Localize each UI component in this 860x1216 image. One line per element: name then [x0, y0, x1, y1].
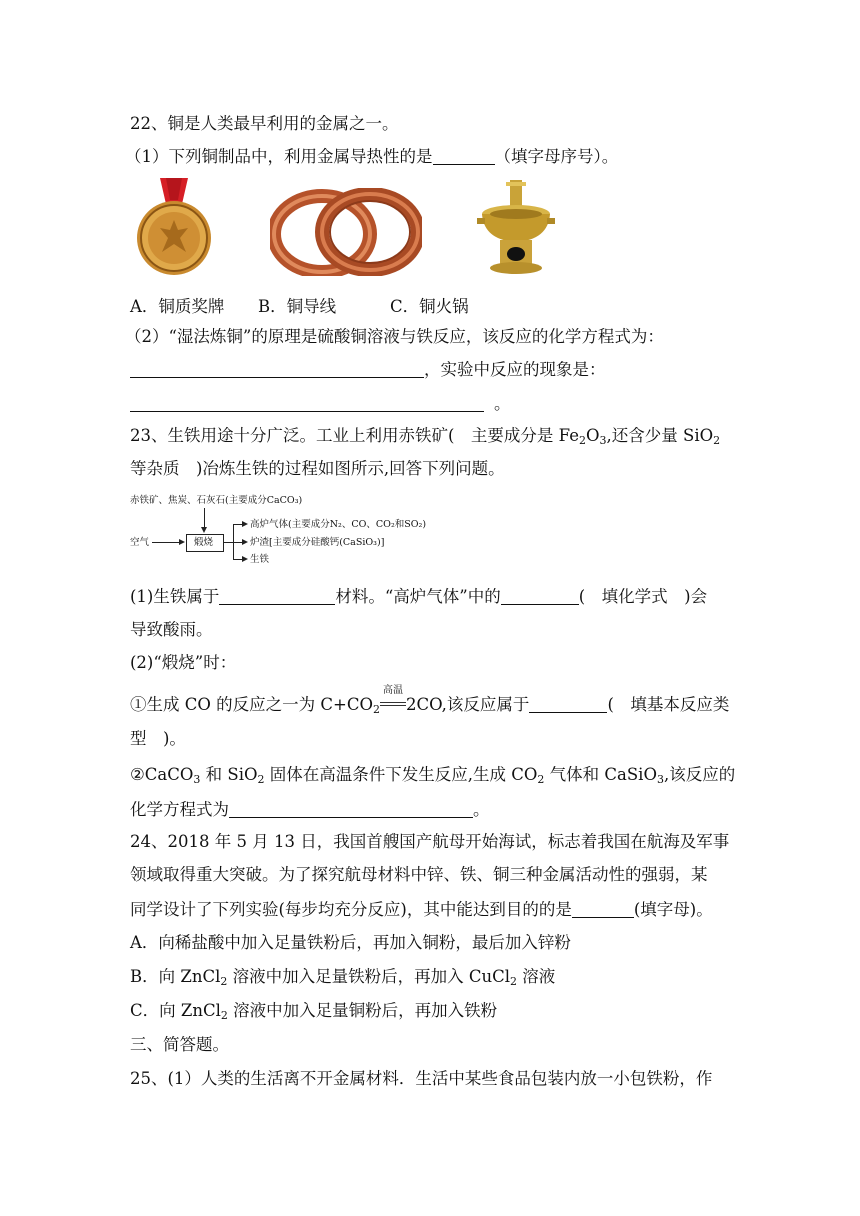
q23-reaction2-line1: ②CaCO$_3$ 和 SiO$_2$ 固体在高温条件下发生反应,生成 $CO_2$ 气体和 CaSiO$_3$,该反应的: [130, 765, 736, 786]
q23-q2-title: (2)“煅烧”时：: [130, 653, 237, 672]
q24-line3: 同学设计了下列实验(每步均充分反应)，其中能达到目的的是 (填字母)。: [130, 900, 713, 919]
high-temp-condition: 高温: [380, 699, 406, 709]
q23-q1-line1: (1)生铁属于 材料。“高炉气体”中的 ( 填化学式 )会: [130, 587, 708, 606]
q22-part2-line3: 。: [130, 395, 511, 413]
q23-formula-blank[interactable]: [501, 588, 579, 605]
q22-part2-line2: ，实验中反应的现象是：: [130, 361, 606, 379]
q22-part1: （1）下列铜制品中，利用金属导热性的是 （填字母序号）。: [125, 147, 619, 166]
q23-reaction1-line1: ①生成 CO 的反应之一为 $C+CO_2$ 高温 2CO,该反应属于 ( 填基本反应类: [130, 685, 730, 716]
q24-answer-blank[interactable]: [572, 901, 634, 918]
q22-answer-blank-1[interactable]: [433, 148, 495, 165]
q24-option-c: C．向 ZnCl$_2$ 溶液中加入足量铜粉后，再加入铁粉: [130, 1001, 498, 1022]
flow-inputs-label: 赤铁矿、焦炭、石灰石(主要成分CaCO₃): [130, 495, 303, 506]
q22-part2: （2）“湿法炼铜”的原理是硫酸铜溶液与铁反应，该反应的化学方程式为：: [125, 327, 664, 346]
q23-reaction2-line2: 化学方程式为 。: [130, 800, 490, 819]
q22-phenomenon-blank[interactable]: [130, 395, 484, 412]
flow-output-slag: 炉渣[主要成分硅酸钙(CaSiO₃)]: [250, 537, 385, 548]
flow-output-gas: 高炉气体(主要成分N₂、CO、CO₂和SO₂): [250, 519, 427, 530]
flow-process-label: 煅烧: [194, 537, 214, 548]
smelting-flow-diagram: [130, 496, 430, 568]
q25-line1: 25、(1）人类的生活离不开金属材料．生活中某些食品包装内放一小包铁粉，作: [130, 1069, 713, 1088]
q23-equation-blank[interactable]: [229, 801, 473, 818]
copper-hotpot-image: [476, 178, 556, 278]
q24-line1: 24、2018 年 5 月 13 日，我国首艘国产航母开始海试，标志着我国在航海及军事: [130, 832, 730, 851]
q23-reaction-type-blank[interactable]: [529, 696, 607, 713]
q22-equation-blank[interactable]: [130, 361, 424, 378]
medal-image: [130, 178, 218, 276]
q22-option-b: B．铜导线: [258, 297, 337, 316]
q23-line1: 23、生铁用途十分广泛。工业上利用赤铁矿( 主要成分是 $Fe_2O_3$,还含少量 SiO$_2$: [130, 426, 721, 447]
q22-title: 22、铜是人类最早利用的金属之一。: [130, 114, 399, 133]
q24-option-b: B．向 ZnCl$_2$ 溶液中加入足量铁粉后，再加入 CuCl$_2$ 溶液: [130, 967, 556, 988]
q22-option-c: C．铜火锅: [390, 297, 469, 316]
q22-option-a: A．铜质奖牌: [130, 297, 225, 316]
copper-wire-image: [270, 188, 422, 276]
q23-line2: 等杂质 )冶炼生铁的过程如图所示,回答下列问题。: [130, 459, 505, 478]
q24-line2: 领域取得重大突破。为了探究航母材料中锌、铁、铜三种金属活动性的强弱，某: [130, 865, 708, 884]
q23-reaction1-line2: 型 )。: [130, 729, 186, 748]
section-3-heading: 三、简答题。: [130, 1035, 229, 1054]
q23-material-blank[interactable]: [219, 588, 335, 605]
flow-output-iron: 生铁: [250, 554, 270, 565]
q23-q1-line2: 导致酸雨。: [130, 620, 213, 639]
q24-option-a: A．向稀盐酸中加入足量铁粉后，再加入铜粉，最后加入锌粉: [130, 933, 571, 952]
flow-air-label: 空气: [130, 537, 150, 548]
